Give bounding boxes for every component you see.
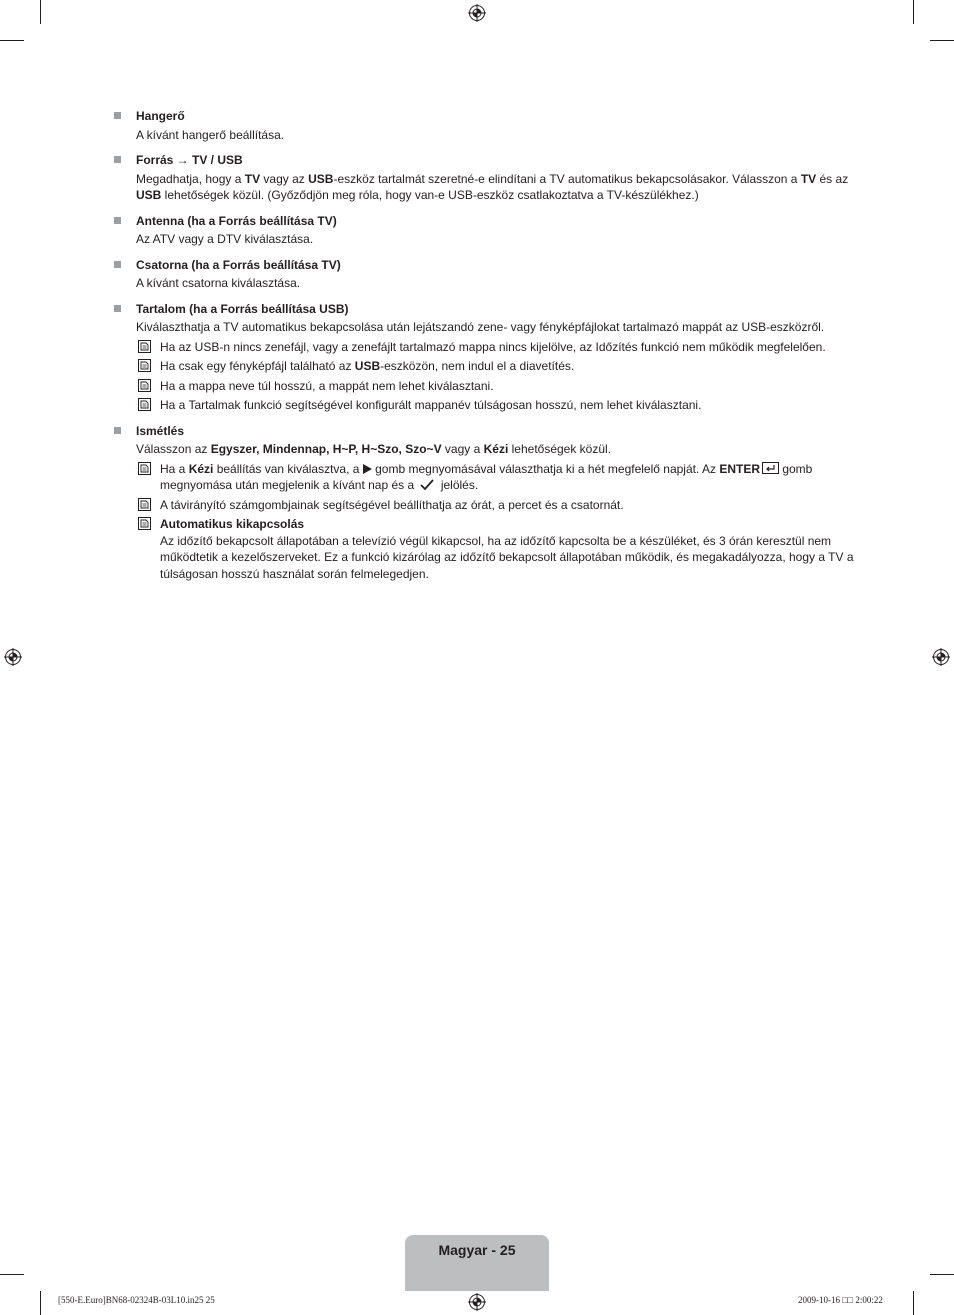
text-run: lehetőségek közül.: [508, 442, 612, 456]
manual-content: [114, 108, 854, 591]
text-run: jelölés.: [437, 478, 479, 492]
note-text: [160, 497, 854, 514]
crop-mark: [930, 40, 954, 41]
section-title: Hangerő: [136, 109, 185, 123]
play-icon: [363, 462, 372, 476]
checkmark-icon: [417, 478, 437, 492]
crop-mark: [913, 0, 914, 24]
text-run: vagy az: [260, 171, 309, 186]
registration-mark-icon: [4, 648, 22, 666]
bullet-square-icon: [114, 427, 121, 434]
bold-term: TV: [800, 171, 817, 186]
bold-term: Kézi: [483, 442, 509, 456]
note-item: [136, 339, 854, 356]
note-icon: [138, 379, 151, 392]
note-text: [160, 461, 854, 494]
registration-mark-icon: [468, 4, 486, 22]
print-slug-right: 2009-10-16 □□ 2:00:22: [798, 1295, 883, 1305]
text-run: és az: [816, 171, 849, 186]
bullet-square-icon: [114, 305, 121, 312]
section-title: Ismétlés: [136, 423, 185, 438]
note-icon: [138, 398, 151, 411]
note-text: [160, 533, 854, 583]
bold-term: USB: [354, 359, 381, 373]
text-run: Ha a: [160, 461, 189, 476]
bold-term: USB: [136, 188, 162, 202]
enter-icon: [760, 462, 779, 476]
text-run: Ha a Tartalmak funkció segítségével konfigurált mappanév túlságosan hosszú, nem lehet kiválasztani.: [160, 398, 702, 412]
text-run: vagy a: [441, 442, 484, 456]
section-title: Csatorna (ha a Forrás beállítása TV): [136, 257, 341, 272]
bold-term: Egyszer, Mindennap, H~P, H~Szo, Szo~V: [210, 442, 442, 456]
note-text: [160, 358, 854, 375]
note-text: [160, 339, 854, 356]
crop-mark: [930, 1274, 954, 1275]
crop-mark: [0, 1274, 24, 1275]
menu-option-section: [114, 257, 854, 292]
note-title: Automatikus kikapcsolás: [160, 517, 305, 531]
menu-option-section: [114, 423, 854, 583]
menu-option-section: [114, 213, 854, 248]
print-slug-left: [550-E.Euro]BN68-02324B-03L10.in25 25: [58, 1295, 215, 1305]
crop-mark: [0, 40, 24, 41]
crop-mark: [913, 1291, 914, 1315]
registration-mark-icon: [932, 648, 950, 666]
section-title: Antenna (ha a Forrás beállítása TV): [136, 213, 337, 228]
page-number: Magyar - 25: [438, 1242, 516, 1258]
menu-option-section: [114, 152, 854, 204]
note-icon: [138, 517, 151, 530]
note-icon: [138, 498, 151, 511]
text-run: Az időzítő bekapcsolt állapotában a televízió végül kikapcsol, ha az időzítő kapcsolta be a készüléket, és 3 órán keresztül nem működtetik a kezelőszerveket. Ez a funkció kizárólag az időzítő bekapcsolt állapotában működik, és megakadályozza, hogy a TV a túlságosan hosszú használat során felmelegedjen.: [160, 533, 854, 581]
text-run: Az ATV vagy a DTV kiválasztása.: [136, 232, 314, 246]
text-run: gomb megnyomásával választhatja ki a hét megfelelő napját. Az: [371, 461, 720, 476]
note-icon: [138, 340, 151, 353]
bullet-square-icon: [114, 156, 121, 163]
text-run: -eszközön, nem indul el a diavetítés.: [380, 359, 575, 373]
section-description: [136, 441, 854, 458]
bold-term: USB: [308, 171, 334, 186]
bold-term: ENTER: [719, 461, 760, 476]
note-text: [160, 397, 854, 414]
text-run: Ha a mappa neve túl hosszú, a mappát nem lehet kiválasztani.: [160, 378, 494, 393]
text-run: beállítás van kiválasztva, a: [213, 461, 363, 476]
bullet-square-icon: [114, 261, 121, 268]
text-run: gomb megnyomása után megjelenik a kívánt nap és a: [160, 461, 813, 492]
bullet-square-icon: [114, 112, 121, 119]
note-item: [136, 516, 854, 582]
text-run: A távirányító számgombjainak segítségével beállíthatja az órát, a percet és a csatornát.: [160, 497, 624, 512]
crop-mark: [40, 0, 41, 24]
note-item: [136, 497, 854, 514]
menu-option-section: [114, 108, 854, 143]
menu-option-section: [114, 301, 854, 414]
note-item: [136, 461, 854, 494]
section-description: [136, 319, 854, 336]
section-description: [136, 275, 854, 292]
note-text: [160, 378, 854, 395]
section-description: [136, 127, 854, 144]
text-run: A kívánt hangerő beállítása.: [136, 127, 285, 142]
note-icon: [138, 462, 151, 475]
text-run: Válasszon az: [136, 442, 211, 456]
text-run: Ha az USB-n nincs zenefájl, vagy a zenefájlt tartalmazó mappa nincs kijelölve, az Időzítés funkció nem működik megfelelően.: [160, 339, 826, 354]
note-item: [136, 378, 854, 395]
text-run: Megadhatja, hogy a: [136, 171, 245, 186]
bold-term: Kézi: [188, 461, 214, 476]
text-run: -eszköz tartalmát szeretné-e elindítani a TV automatikus bekapcsolásakor. Válasszon a: [333, 171, 801, 186]
note-item: [136, 358, 854, 375]
text-run: A kívánt csatorna kiválasztása.: [136, 276, 301, 290]
section-title: Tartalom (ha a Forrás beállítása USB): [136, 301, 349, 316]
section-title: Forrás → TV / USB: [136, 153, 243, 167]
section-description: [136, 171, 854, 204]
text-run: lehetőségek közül. (Győződjön meg róla, hogy van-e USB-eszköz csatlakoztatva a TV-készülékhez.): [161, 188, 699, 202]
note-item: [136, 397, 854, 414]
crop-mark: [40, 1291, 41, 1315]
note-icon: [138, 359, 151, 372]
text-run: Kiválaszthatja a TV automatikus bekapcsolása után lejátszandó zene- vagy fényképfájlokat tartalmazó mappát az USB-eszközről.: [136, 320, 825, 334]
bold-term: TV: [244, 171, 261, 186]
bullet-square-icon: [114, 217, 121, 224]
text-run: Ha csak egy fényképfájl található az: [160, 359, 355, 373]
registration-mark-icon: [468, 1293, 486, 1311]
section-description: [136, 231, 854, 248]
